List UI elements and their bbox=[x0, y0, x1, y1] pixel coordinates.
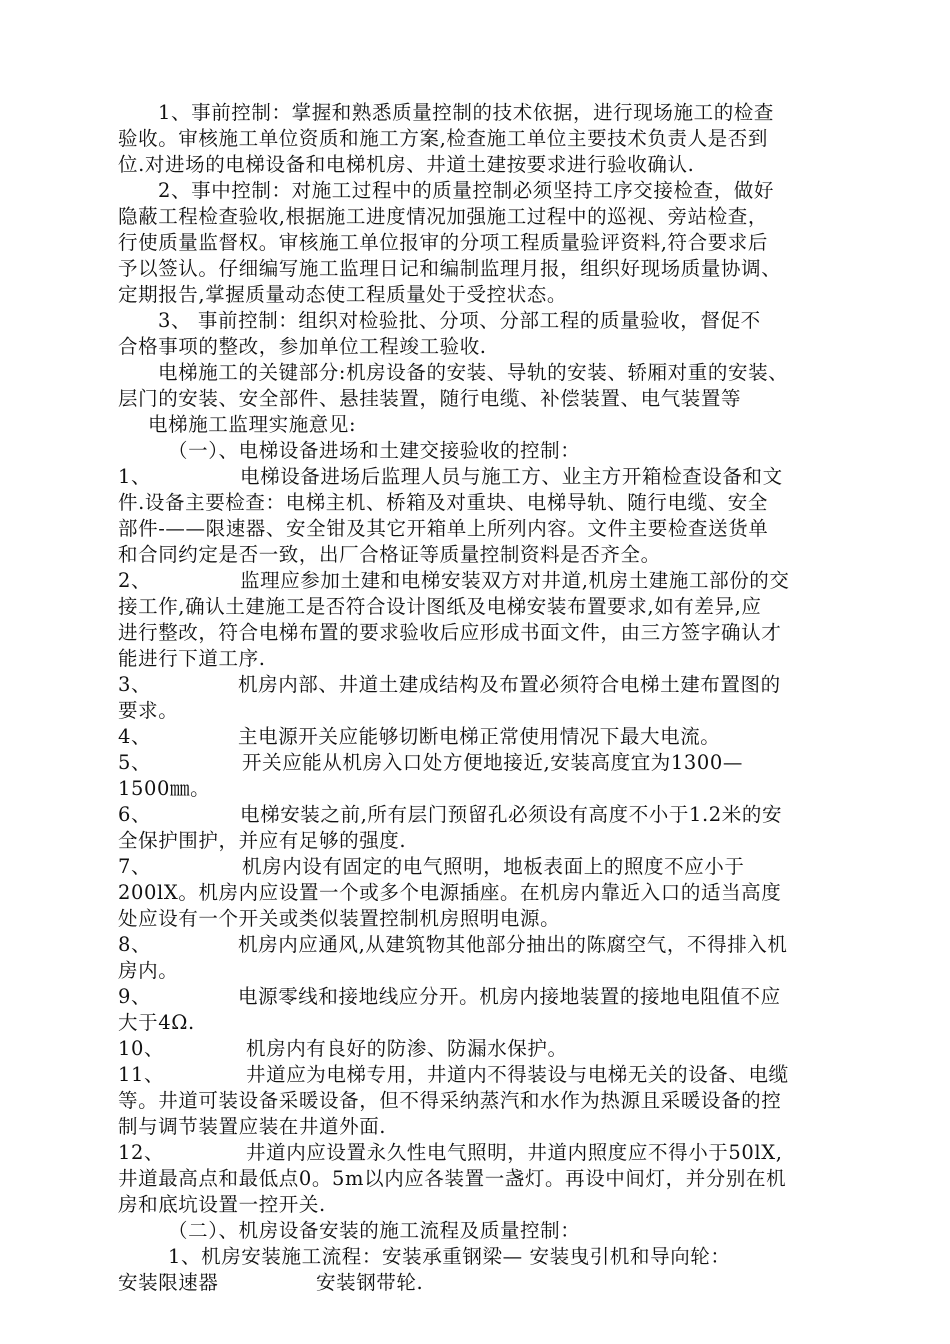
text-line: 等。井道可装设备采暖设备，但不得采纳蒸汽和水作为热源且采暖设备的控 bbox=[118, 1089, 782, 1112]
text-line: 接工作,确认土建施工是否符合设计图纸及电梯安装布置要求,如有差异,应 bbox=[118, 595, 762, 618]
text-line: 要求。 bbox=[118, 699, 179, 722]
item-number: 9、 bbox=[118, 985, 152, 1008]
text-line: 部件-——限速器、安全钳及其它开箱单上所列内容。文件主要检查送货单 bbox=[118, 517, 769, 540]
text-line: 房内。 bbox=[118, 959, 179, 982]
text-line: 3、 事前控制：组织对检验批、分项、分部工程的质量验收，督促不 bbox=[158, 309, 761, 332]
text-line: 电梯施工的关键部分:机房设备的安装、导轨的安装、轿厢对重的安装、 bbox=[158, 361, 789, 384]
text-line: 井道应为电梯专用，井道内不得装设与电梯无关的设备、电缆 bbox=[246, 1063, 789, 1086]
text-line: 监理应参加土建和电梯安装双方对井道,机房土建施工部份的交 bbox=[240, 569, 790, 592]
text-line: 行使质量监督权。审核施工单位报审的分项工程质量验评资料,符合要求后 bbox=[118, 231, 768, 254]
section-heading: （一）、电梯设备进场和土建交接验收的控制： bbox=[168, 439, 581, 462]
text-line: 全保护围护，并应有足够的强度. bbox=[118, 829, 407, 852]
item-number: 4、 bbox=[118, 725, 152, 748]
item-number: 5、 bbox=[118, 751, 152, 774]
text-line: 能进行下道工序. bbox=[118, 647, 266, 670]
item-number: 2、 bbox=[118, 569, 152, 592]
text-line: 1、机房安装施工流程：安装承重钢梁— 安装曳引机和导向轮： bbox=[168, 1245, 731, 1268]
item-number: 8、 bbox=[118, 933, 152, 956]
text-line: 井道内应设置永久性电气照明，井道内照度应不得小于50lX, bbox=[246, 1141, 783, 1164]
item-number: 12、 bbox=[118, 1141, 165, 1164]
item-number: 11、 bbox=[118, 1063, 165, 1086]
text-line: 2、事中控制：对施工过程中的质量控制必须坚持工序交接检查，做好 bbox=[158, 179, 775, 202]
text-line: 电源零线和接地线应分开。机房内接地装置的接地电阻值不应 bbox=[238, 985, 781, 1008]
text-line: 电梯安装之前,所有层门预留孔必须设有高度不小于1.2米的安 bbox=[240, 803, 783, 826]
text-line: 进行整改，符合电梯布置的要求验收后应形成书面文件，由三方签字确认才 bbox=[118, 621, 782, 644]
text-line: 200lX。机房内应设置一个或多个电源插座。在机房内靠近入口的适当高度 bbox=[118, 881, 782, 904]
text-line: 制与调节装置应装在井道外面. bbox=[118, 1115, 387, 1138]
text-line: 1500㎜。 bbox=[118, 777, 211, 800]
item-number: 10、 bbox=[118, 1037, 165, 1060]
section-heading: （二）、机房设备安装的施工流程及质量控制： bbox=[168, 1219, 581, 1242]
text-line: 位.对进场的电梯设备和电梯机房、井道土建按要求进行验收确认. bbox=[118, 153, 695, 176]
item-number: 7、 bbox=[118, 855, 152, 878]
text-line: 电梯施工监理实施意见: bbox=[148, 413, 357, 436]
item-number: 1、 bbox=[118, 465, 152, 488]
text-line: 机房内部、井道土建成结构及布置必须符合电梯土建布置图的 bbox=[238, 673, 781, 696]
text-line: 主电源开关应能够切断电梯正常使用情况下最大电流。 bbox=[238, 725, 721, 748]
text-line: 机房内有良好的防渗、防漏水保护。 bbox=[246, 1037, 568, 1060]
text-line: 层门的安装、安全部件、悬挂装置，随行电缆、补偿装置、电气装置等 bbox=[118, 387, 742, 410]
text-line: 机房内设有固定的电气照明，地板表面上的照度不应小于 bbox=[242, 855, 745, 878]
text-line: 1、事前控制：掌握和熟悉质量控制的技术依据，进行现场施工的检查 bbox=[158, 101, 775, 124]
text-line: 机房内应通风,从建筑物其他部分抽出的陈腐空气，不得排入机 bbox=[238, 933, 788, 956]
text-line: 房和底坑设置一控开关. bbox=[118, 1193, 326, 1216]
text-line: 予以签认。仔细编写施工监理日记和编制监理月报，组织好现场质量协调、 bbox=[118, 257, 782, 280]
text-line: 井道最高点和最低点0。5m以内应各装置一盏灯。再设中间灯，并分别在机 bbox=[118, 1167, 787, 1190]
text-line: 件.设备主要检查：电梯主机、桥箱及对重块、电梯导轨、随行电缆、安全 bbox=[118, 491, 768, 514]
text-line: 安装限速器 bbox=[118, 1271, 219, 1294]
text-line: 安装钢带轮. bbox=[316, 1271, 424, 1294]
text-line: 验收。审核施工单位资质和施工方案,检查施工单位主要技术负责人是否到 bbox=[118, 127, 768, 150]
text-line: 合格事项的整改，参加单位工程竣工验收. bbox=[118, 335, 487, 358]
text-line: 开关应能从机房入口处方便地接近,安装高度宜为1300— bbox=[242, 751, 744, 774]
text-line: 定期报告,掌握质量动态使工程质量处于受控状态。 bbox=[118, 283, 567, 306]
text-line: 和合同约定是否一致，出厂合格证等质量控制资料是否齐全。 bbox=[118, 543, 661, 566]
text-line: 大于4Ω. bbox=[118, 1011, 195, 1034]
text-line: 电梯设备进场后监理人员与施工方、业主方开箱检查设备和文 bbox=[240, 465, 783, 488]
text-line: 处应设有一个开关或类似装置控制机房照明电源。 bbox=[118, 907, 561, 930]
text-line: 隐蔽工程检查验收,根据施工进度情况加强施工过程中的巡视、旁站检查， bbox=[118, 205, 768, 228]
item-number: 6、 bbox=[118, 803, 152, 826]
item-number: 3、 bbox=[118, 673, 152, 696]
